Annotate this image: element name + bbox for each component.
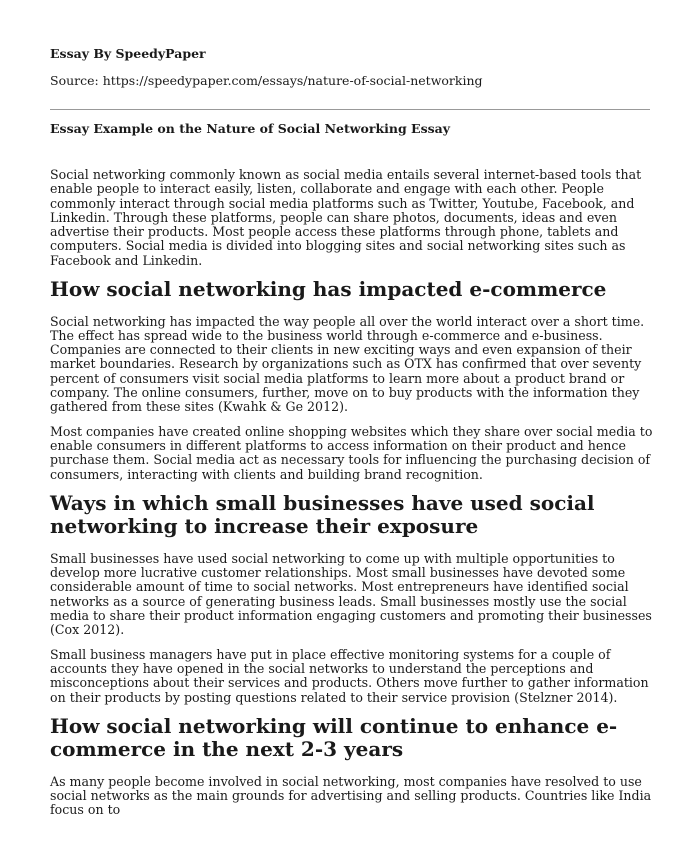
- section-heading-small-business-exposure: Ways in which small businesses have used social networking to increase their exposure: [50, 490, 595, 539]
- intro-paragraph: Social networking commonly known as social media entails several internet-based tools that enable people to interact easily, listen, collaborate and engage with each other. People commonly interact through social media platforms such as Twitter, Youtube, Facebook, and Linkedin. Through these platforms, people can share photos, documents, ideas and even advertise their products. Most people access these platforms through phone, tablets and computers. Social media is divided into blogging sites and social networking sites such as Facebook and Linkedin.: [50, 167, 642, 268]
- body-paragraph: As many people become involved in social networking, most companies have resolved to use social networks as the main grounds for advertising and selling products. Countries like India focus on to: [50, 773, 652, 818]
- essay-body: [50, 168, 656, 828]
- essay-title: Essay Example on the Nature of Social Networking Essay: [50, 121, 451, 136]
- body-paragraph: Social networking has impacted the way people all over the world interact over a short time. The effect has spread wide to the business world through e-commerce and e-business. Companies are connected to their clients in new exciting ways and even expansion of their market boundaries. Research by organizations such as OTX has confirmed that over seventy percent of consumers visit social media platforms to learn more about a product brand or company. The online consumers, further, move on to buy products with the information they gathered from these sites (Kwahk & Ge 2012).: [50, 313, 645, 415]
- header-divider: [50, 109, 650, 110]
- section-heading-future-ecommerce: How social networking will continue to enhance e-commerce in the next 2-3 years: [50, 713, 618, 762]
- document-header-title: Essay By SpeedyPaper: [50, 46, 206, 61]
- body-paragraph: Small business managers have put in place effective monitoring systems for a couple of accounts they have opened in the social networks to understand the perceptions and misconceptions about their services and products. Others move further to gather information on their products by posting questions related to their service provision (Stelzner 2014).: [50, 646, 649, 705]
- document-source-line: Source: https://speedypaper.com/essays/nature-of-social-networking: [50, 73, 483, 88]
- section-heading-ecommerce-impact: How social networking has impacted e-commerce: [50, 277, 607, 302]
- body-paragraph: Most companies have created online shopping websites which they share over social media to enable consumers in different platforms to access information on their product and hence purchase them. Social media act as necessary tools for influencing the purchasing decision of consumers, interacting with clients and building brand recognition.: [50, 423, 653, 482]
- body-paragraph: Small businesses have used social networking to come up with multiple opportunities to develop more lucrative customer relationships. Most small businesses have devoted some considerable amount of time to social networks. Most entrepreneurs have identified social networks as a source of generating business leads. Small businesses mostly use the social media to share their product information engaging customers and promoting their businesses (Cox 2012).: [50, 550, 652, 638]
